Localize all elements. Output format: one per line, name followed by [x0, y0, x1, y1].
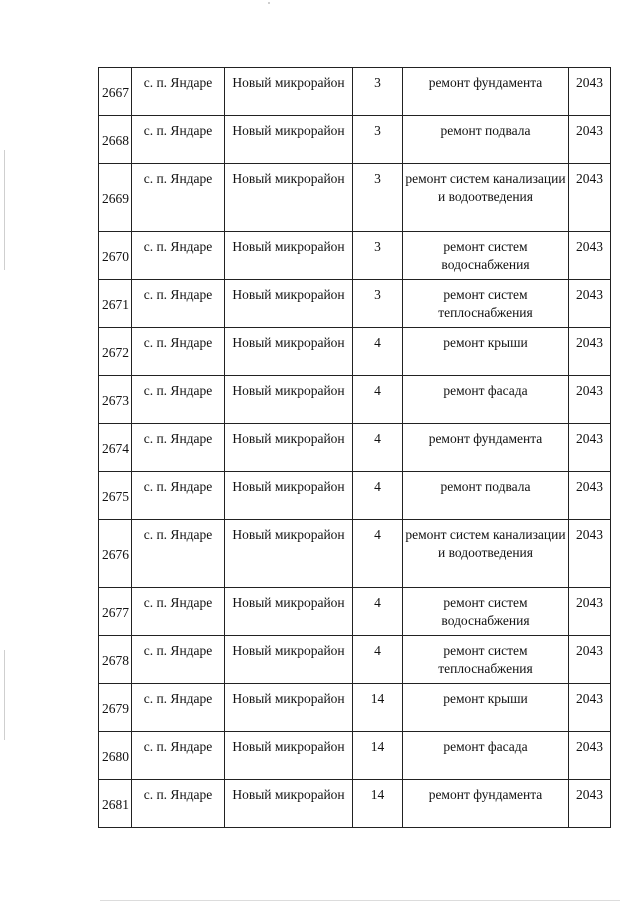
row-number: 2672: [99, 328, 132, 376]
row-number: 2679: [99, 684, 132, 732]
street-cell: Новый микрорайон: [225, 684, 353, 732]
table-row: [99, 280, 611, 328]
year-cell: 2043: [569, 636, 611, 684]
row-number: 2668: [99, 116, 132, 164]
table-body: [99, 68, 611, 828]
year-cell: 2043: [569, 732, 611, 780]
year-cell: 2043: [569, 520, 611, 588]
year-cell: 2043: [569, 780, 611, 828]
scan-artifact: [268, 2, 270, 4]
table-row: [99, 520, 611, 588]
house-number-cell: 3: [353, 164, 403, 232]
street-cell: Новый микрорайон: [225, 376, 353, 424]
settlement-cell: с. п. Яндаре: [132, 780, 225, 828]
house-number-cell: 4: [353, 520, 403, 588]
work-type-cell: ремонт систем канализации и водоотведения: [403, 520, 569, 588]
street-cell: Новый микрорайон: [225, 732, 353, 780]
row-number: 2670: [99, 232, 132, 280]
scan-artifact: [4, 150, 5, 270]
work-type-cell: ремонт систем канализации и водоотведения: [403, 164, 569, 232]
row-number: 2678: [99, 636, 132, 684]
row-number: 2677: [99, 588, 132, 636]
table-row: [99, 68, 611, 116]
year-cell: 2043: [569, 164, 611, 232]
street-cell: Новый микрорайон: [225, 328, 353, 376]
table-row: [99, 588, 611, 636]
year-cell: 2043: [569, 472, 611, 520]
year-cell: 2043: [569, 68, 611, 116]
work-type-cell: ремонт подвала: [403, 472, 569, 520]
settlement-cell: с. п. Яндаре: [132, 520, 225, 588]
table-row: [99, 636, 611, 684]
street-cell: Новый микрорайон: [225, 472, 353, 520]
year-cell: 2043: [569, 328, 611, 376]
settlement-cell: с. п. Яндаре: [132, 732, 225, 780]
settlement-cell: с. п. Яндаре: [132, 232, 225, 280]
row-number: 2674: [99, 424, 132, 472]
house-number-cell: 4: [353, 472, 403, 520]
row-number: 2681: [99, 780, 132, 828]
table-row: [99, 232, 611, 280]
table-row: [99, 424, 611, 472]
work-type-cell: ремонт фасада: [403, 376, 569, 424]
year-cell: 2043: [569, 684, 611, 732]
work-type-cell: ремонт подвала: [403, 116, 569, 164]
settlement-cell: с. п. Яндаре: [132, 636, 225, 684]
work-type-cell: ремонт фундамента: [403, 780, 569, 828]
row-number: 2671: [99, 280, 132, 328]
work-type-cell: ремонт систем водоснабжения: [403, 232, 569, 280]
work-type-cell: ремонт систем теплоснабжения: [403, 280, 569, 328]
street-cell: Новый микрорайон: [225, 164, 353, 232]
settlement-cell: с. п. Яндаре: [132, 280, 225, 328]
work-type-cell: ремонт фасада: [403, 732, 569, 780]
row-number: 2680: [99, 732, 132, 780]
repair-schedule-table: [98, 67, 611, 828]
year-cell: 2043: [569, 232, 611, 280]
row-number: 2673: [99, 376, 132, 424]
house-number-cell: 3: [353, 116, 403, 164]
settlement-cell: с. п. Яндаре: [132, 164, 225, 232]
table-row: [99, 684, 611, 732]
table-row: [99, 780, 611, 828]
house-number-cell: 14: [353, 780, 403, 828]
street-cell: Новый микрорайон: [225, 232, 353, 280]
house-number-cell: 4: [353, 588, 403, 636]
scan-artifact: [100, 900, 620, 901]
street-cell: Новый микрорайон: [225, 588, 353, 636]
table-row: [99, 164, 611, 232]
table-row: [99, 472, 611, 520]
year-cell: 2043: [569, 424, 611, 472]
street-cell: Новый микрорайон: [225, 636, 353, 684]
settlement-cell: с. п. Яндаре: [132, 68, 225, 116]
work-type-cell: ремонт фундамента: [403, 68, 569, 116]
table-row: [99, 328, 611, 376]
work-type-cell: ремонт систем водоснабжения: [403, 588, 569, 636]
house-number-cell: 4: [353, 424, 403, 472]
work-type-cell: ремонт крыши: [403, 684, 569, 732]
settlement-cell: с. п. Яндаре: [132, 684, 225, 732]
settlement-cell: с. п. Яндаре: [132, 328, 225, 376]
house-number-cell: 4: [353, 328, 403, 376]
year-cell: 2043: [569, 588, 611, 636]
work-type-cell: ремонт крыши: [403, 328, 569, 376]
row-number: 2675: [99, 472, 132, 520]
house-number-cell: 3: [353, 68, 403, 116]
street-cell: Новый микрорайон: [225, 280, 353, 328]
house-number-cell: 3: [353, 232, 403, 280]
table-row: [99, 116, 611, 164]
settlement-cell: с. п. Яндаре: [132, 472, 225, 520]
house-number-cell: 14: [353, 732, 403, 780]
settlement-cell: с. п. Яндаре: [132, 376, 225, 424]
street-cell: Новый микрорайон: [225, 780, 353, 828]
row-number: 2669: [99, 164, 132, 232]
work-type-cell: ремонт систем теплоснабжения: [403, 636, 569, 684]
work-type-cell: ремонт фундамента: [403, 424, 569, 472]
year-cell: 2043: [569, 116, 611, 164]
house-number-cell: 4: [353, 636, 403, 684]
table-row: [99, 376, 611, 424]
street-cell: Новый микрорайон: [225, 424, 353, 472]
table-row: [99, 732, 611, 780]
house-number-cell: 3: [353, 280, 403, 328]
street-cell: Новый микрорайон: [225, 116, 353, 164]
settlement-cell: с. п. Яндаре: [132, 116, 225, 164]
street-cell: Новый микрорайон: [225, 520, 353, 588]
settlement-cell: с. п. Яндаре: [132, 588, 225, 636]
street-cell: Новый микрорайон: [225, 68, 353, 116]
year-cell: 2043: [569, 280, 611, 328]
settlement-cell: с. п. Яндаре: [132, 424, 225, 472]
house-number-cell: 4: [353, 376, 403, 424]
scan-artifact: [4, 650, 5, 740]
row-number: 2667: [99, 68, 132, 116]
row-number: 2676: [99, 520, 132, 588]
house-number-cell: 14: [353, 684, 403, 732]
year-cell: 2043: [569, 376, 611, 424]
